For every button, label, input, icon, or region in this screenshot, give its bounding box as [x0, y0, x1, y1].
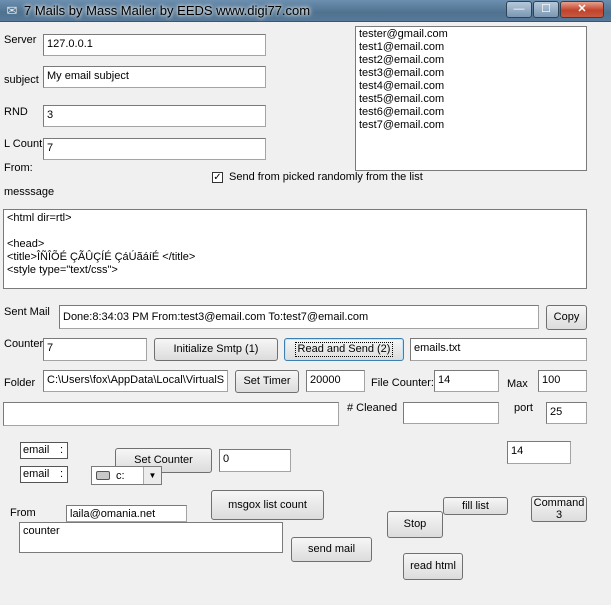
- set-counter-label: Set Counter: [134, 454, 193, 466]
- command3-button[interactable]: [531, 496, 587, 522]
- list-item[interactable]: tester@gmail.com: [359, 28, 448, 40]
- read-html-button[interactable]: [403, 553, 463, 580]
- folder-label: Folder: [4, 377, 36, 389]
- msgbox-list-count-label: msgox list count: [228, 498, 307, 511]
- drive-value: c:: [116, 470, 125, 482]
- random-from-checkbox[interactable]: ✓: [213, 172, 222, 183]
- right-counter-input[interactable]: 14: [507, 441, 571, 464]
- email-listbox[interactable]: [355, 26, 587, 171]
- fill-list-label: fill list: [462, 499, 489, 512]
- copy-button[interactable]: [546, 305, 587, 330]
- file-counter-input[interactable]: 14: [434, 370, 499, 392]
- cleaned-input[interactable]: [403, 402, 499, 424]
- list-item[interactable]: test4@email.com: [359, 80, 445, 92]
- sent-mail-field[interactable]: Done:8:34:03 PM From:test3@email.com To:test7@email.com: [59, 305, 539, 329]
- drive-icon: [96, 471, 110, 480]
- copy-button-label: Copy: [553, 311, 580, 323]
- list-item[interactable]: test3@email.com: [359, 67, 445, 79]
- list-item[interactable]: test6@email.com: [359, 106, 445, 118]
- server-label: Server: [4, 34, 37, 46]
- rnd-label: RND: [4, 106, 28, 118]
- sent-mail-label: Sent Mail: [4, 306, 50, 318]
- read-and-send-button[interactable]: [284, 338, 404, 361]
- file-name-input[interactable]: emails.txt: [410, 338, 587, 361]
- close-button[interactable]: ✕: [560, 1, 604, 18]
- command3-line1: Command: [533, 497, 585, 509]
- drive-combobox[interactable]: [91, 466, 162, 485]
- chevron-down-icon[interactable]: ▼: [143, 467, 161, 484]
- set-timer-label: Set Timer: [243, 375, 291, 387]
- message-line: <head>: [7, 238, 45, 250]
- read-html-label: read html: [410, 560, 456, 572]
- message-label: messsage: [4, 186, 55, 198]
- port-label: port: [514, 402, 533, 414]
- email-box-1-label: email: [23, 444, 50, 456]
- list-item[interactable]: test7@email.com: [359, 119, 445, 131]
- app-icon: ✉: [6, 3, 18, 18]
- email-box-1-suffix: :: [59, 444, 63, 456]
- from-input[interactable]: laila@omania.net: [66, 505, 187, 522]
- send-mail-label: send mail: [307, 543, 356, 555]
- list-item[interactable]: test5@email.com: [359, 93, 445, 105]
- max-input[interactable]: 100: [538, 370, 587, 392]
- file-counter-label: File Counter:: [371, 377, 434, 389]
- lcount-label: L Count: [4, 138, 43, 150]
- counter-memo[interactable]: [19, 522, 283, 553]
- subject-label: subject: [4, 74, 39, 86]
- read-and-send-label: Read and Send (2): [295, 342, 394, 357]
- counter-input[interactable]: 7: [43, 338, 147, 361]
- message-editor[interactable]: [3, 209, 587, 289]
- email-box-2-suffix: :: [59, 468, 63, 480]
- list-item[interactable]: test1@email.com: [359, 41, 445, 53]
- lcount-input[interactable]: 7: [43, 138, 266, 160]
- cleaned-text-input[interactable]: [3, 402, 339, 426]
- message-line: <title>ÎÑÎÕÉ ÇÃÛÇÍÉ ÇáÚãáíÉ </title>: [7, 251, 196, 263]
- initialize-smtp-label: Initialize Smtp (1): [173, 343, 259, 355]
- title-bar: [0, 0, 611, 22]
- message-line: <html dir=rtl>: [7, 212, 72, 224]
- set-counter-input[interactable]: 0: [219, 449, 291, 472]
- set-timer-button[interactable]: [235, 370, 299, 393]
- counter-label: Counter: [4, 338, 44, 350]
- initialize-smtp-button[interactable]: [154, 338, 278, 361]
- max-label: Max: [507, 378, 528, 390]
- message-line: [7, 225, 583, 238]
- counter-memo-text: counter: [23, 525, 60, 537]
- msgbox-list-count-button[interactable]: [211, 490, 324, 520]
- timer-input[interactable]: 20000: [306, 370, 365, 392]
- minimize-button[interactable]: —: [506, 1, 532, 18]
- stop-label: Stop: [403, 518, 427, 530]
- folder-input[interactable]: C:\Users\fox\AppData\Local\VirtualS: [43, 370, 228, 392]
- rnd-input[interactable]: 3: [43, 105, 266, 127]
- subject-input[interactable]: My email subject: [43, 66, 266, 88]
- window-title: 7 Mails by Mass Mailer by EEDS www.digi77.com: [24, 3, 311, 18]
- from-label-lower: From: [10, 507, 36, 519]
- stop-button[interactable]: [387, 511, 443, 538]
- server-input[interactable]: 127.0.0.1: [43, 34, 266, 56]
- send-mail-button[interactable]: [291, 537, 372, 562]
- port-input[interactable]: 25: [546, 402, 587, 424]
- random-from-label: Send from picked randomly from the list: [229, 171, 423, 183]
- email-box-1[interactable]: [20, 442, 68, 459]
- maximize-button[interactable]: ☐: [533, 1, 559, 18]
- command3-line2: 3: [555, 509, 563, 521]
- message-line: <style type="text/css">: [7, 264, 118, 276]
- email-box-2-label: email: [23, 468, 50, 480]
- email-box-2[interactable]: [20, 466, 68, 483]
- list-item[interactable]: test2@email.com: [359, 54, 445, 66]
- cleaned-label: # Cleaned: [347, 402, 398, 414]
- fill-list-button[interactable]: [443, 497, 508, 515]
- from-label: From:: [4, 162, 33, 174]
